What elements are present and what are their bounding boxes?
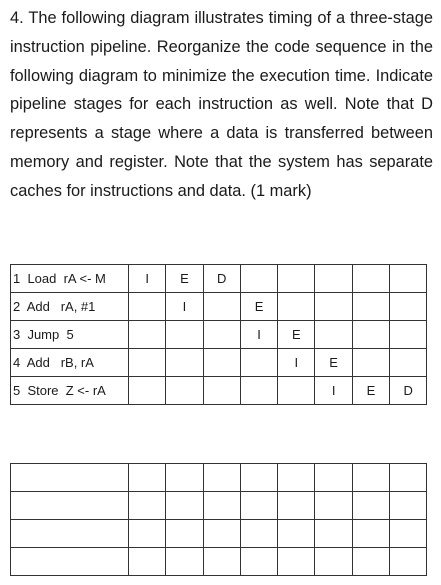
- pipeline-row: [11, 377, 427, 405]
- stage-cell: [129, 349, 166, 377]
- stage-cell: I: [129, 265, 166, 293]
- answer-cell[interactable]: [315, 548, 352, 576]
- stage-cell: [129, 293, 166, 321]
- stage-cell: [278, 377, 315, 405]
- answer-cell[interactable]: [11, 548, 129, 576]
- answer-cell[interactable]: [240, 464, 277, 492]
- instruction-cell: 1 Load rA <- M: [11, 265, 129, 293]
- stage-cell: [240, 349, 277, 377]
- stage-cell: I: [166, 293, 203, 321]
- answer-cell[interactable]: [278, 520, 315, 548]
- answer-cell[interactable]: [166, 464, 203, 492]
- stage-cell: E: [166, 265, 203, 293]
- answer-cell[interactable]: [129, 520, 166, 548]
- answer-cell[interactable]: [129, 464, 166, 492]
- answer-grid: [10, 463, 427, 576]
- stage-cell: [129, 377, 166, 405]
- stage-cell: D: [390, 377, 427, 405]
- stage-cell: I: [278, 349, 315, 377]
- answer-cell[interactable]: [129, 492, 166, 520]
- answer-cell[interactable]: [240, 520, 277, 548]
- answer-cell[interactable]: [166, 492, 203, 520]
- answer-cell[interactable]: [315, 492, 352, 520]
- answer-cell[interactable]: [11, 464, 129, 492]
- pipeline-row: [11, 293, 427, 321]
- stage-cell: [240, 377, 277, 405]
- answer-cell[interactable]: [11, 492, 129, 520]
- answer-cell[interactable]: [203, 464, 240, 492]
- answer-cell[interactable]: [240, 492, 277, 520]
- answer-cell[interactable]: [11, 520, 129, 548]
- answer-cell[interactable]: [352, 548, 389, 576]
- answer-cell[interactable]: [390, 548, 427, 576]
- answer-cell[interactable]: [390, 520, 427, 548]
- instruction-cell: 3 Jump 5: [11, 321, 129, 349]
- stage-cell: [203, 377, 240, 405]
- stage-cell: E: [315, 349, 352, 377]
- stage-cell: [352, 321, 389, 349]
- answer-cell[interactable]: [352, 464, 389, 492]
- stage-cell: [203, 293, 240, 321]
- stage-cell: [390, 293, 427, 321]
- stage-cell: [240, 265, 277, 293]
- answer-cell[interactable]: [278, 492, 315, 520]
- answer-row: [11, 548, 427, 576]
- stage-cell: [166, 349, 203, 377]
- stage-cell: [352, 349, 389, 377]
- answer-cell[interactable]: [203, 492, 240, 520]
- answer-row: [11, 492, 427, 520]
- stage-cell: [390, 265, 427, 293]
- stage-cell: [203, 321, 240, 349]
- stage-cell: I: [240, 321, 277, 349]
- stage-cell: [278, 293, 315, 321]
- answer-cell[interactable]: [166, 520, 203, 548]
- answer-cell[interactable]: [315, 520, 352, 548]
- stage-cell: [315, 293, 352, 321]
- pipeline-row: [11, 321, 427, 349]
- stage-cell: E: [278, 321, 315, 349]
- answer-cell[interactable]: [166, 548, 203, 576]
- answer-cell[interactable]: [352, 492, 389, 520]
- answer-row: [11, 520, 427, 548]
- stage-cell: [203, 349, 240, 377]
- pipeline-timing-table: [10, 264, 427, 405]
- answer-cell[interactable]: [278, 548, 315, 576]
- stage-cell: E: [352, 377, 389, 405]
- answer-cell[interactable]: [390, 492, 427, 520]
- answer-cell[interactable]: [129, 548, 166, 576]
- stage-cell: [278, 265, 315, 293]
- stage-cell: [166, 321, 203, 349]
- instruction-cell: 4 Add rB, rA: [11, 349, 129, 377]
- stage-cell: [390, 321, 427, 349]
- stage-cell: [315, 321, 352, 349]
- stage-cell: E: [240, 293, 277, 321]
- stage-cell: [129, 321, 166, 349]
- stage-cell: [390, 349, 427, 377]
- answer-row: [11, 464, 427, 492]
- answer-cell[interactable]: [203, 548, 240, 576]
- answer-cell[interactable]: [278, 464, 315, 492]
- answer-cell[interactable]: [352, 520, 389, 548]
- answer-cell[interactable]: [203, 520, 240, 548]
- instruction-cell: 5 Store Z <- rA: [11, 377, 129, 405]
- stage-cell: [315, 265, 352, 293]
- pipeline-row: [11, 349, 427, 377]
- stage-cell: D: [203, 265, 240, 293]
- stage-cell: [166, 377, 203, 405]
- pipeline-row: [11, 265, 427, 293]
- stage-cell: I: [315, 377, 352, 405]
- answer-cell[interactable]: [390, 464, 427, 492]
- answer-cell[interactable]: [315, 464, 352, 492]
- stage-cell: [352, 293, 389, 321]
- question-text: 4. The following diagram illustrates timing of a three-stage instruction pipeline. Reorganize the code sequence in the following diagram to minimize the execution time. Indicate pipeline stages for each instruction as well. Note that D represents a stage where a data is transferred between memory and register. Note that the system has separate caches for instructions and data. (1 mark): [10, 9, 433, 200]
- instruction-cell: 2 Add rA, #1: [11, 293, 129, 321]
- stage-cell: [352, 265, 389, 293]
- answer-cell[interactable]: [240, 548, 277, 576]
